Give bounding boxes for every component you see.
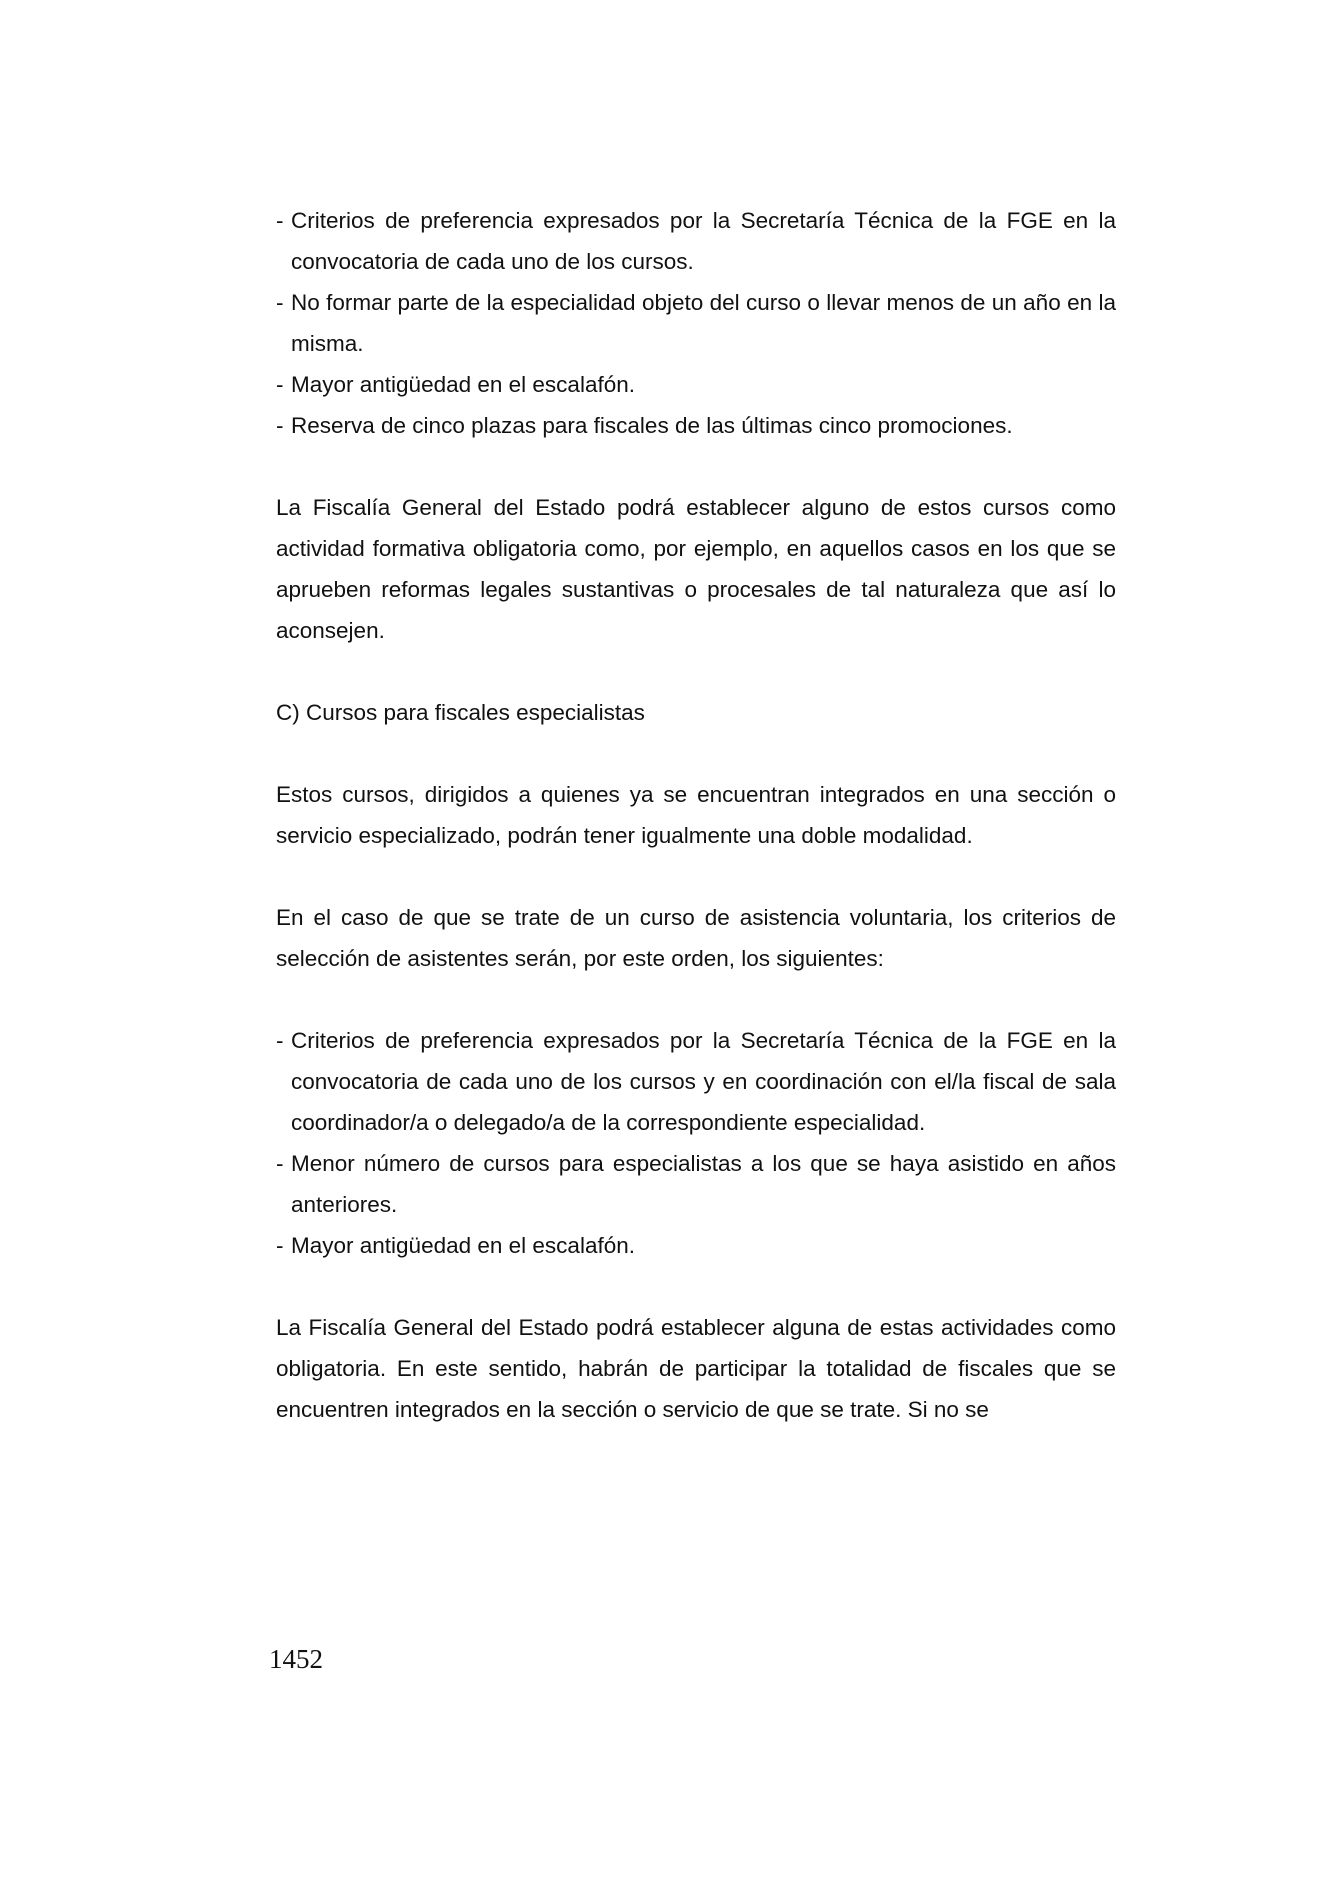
list-item <box>276 1020 1116 1143</box>
list-item-text: Menor número de cursos para especialistas a los que se haya asistido en años anteriores. <box>291 1151 1116 1217</box>
page-number: 1452 <box>269 1644 323 1674</box>
list-item <box>276 1225 1116 1266</box>
paragraph-mandatory-courses: La Fiscalía General del Estado podrá establecer alguno de estos cursos como actividad formativa obligatoria como, por ejemplo, en aquellos casos en los que se aprueben reformas legales sustantivas o procesales de tal naturaleza que así lo aconsejen. <box>276 495 1116 643</box>
list-item-text: No formar parte de la especialidad objeto del curso o llevar menos de un año en la misma. <box>291 290 1116 356</box>
paragraph-mandatory-activities: La Fiscalía General del Estado podrá establecer alguna de estas actividades como obligatoria. En este sentido, habrán de participar la totalidad de fiscales que se encuentren integrados en la sección o servicio de que se trate. Si no se <box>276 1315 1116 1422</box>
list-item-text: Reserva de cinco plazas para fiscales de las últimas cinco promociones. <box>291 413 1013 438</box>
page-body <box>276 200 1116 1430</box>
selection-criteria-list-specialists <box>276 1020 1116 1266</box>
list-dash: - <box>276 290 284 315</box>
paragraph-gap <box>276 979 1116 1020</box>
list-dash: - <box>276 1028 284 1053</box>
list-dash: - <box>276 208 284 233</box>
list-dash: - <box>276 372 284 397</box>
list-item <box>276 405 1116 446</box>
list-dash: - <box>276 413 284 438</box>
list-item <box>276 200 1116 282</box>
list-item-text: Criterios de preferencia expresados por la Secretaría Técnica de la FGE en la convocatoria de cada uno de los cursos. <box>291 208 1116 274</box>
paragraph-gap <box>276 733 1116 774</box>
list-item-text: Criterios de preferencia expresados por la Secretaría Técnica de la FGE en la convocatoria de cada uno de los cursos y en coordinación con el/la fiscal de sala coordinador/a o delegado/a de la correspondiente especialidad. <box>291 1028 1116 1135</box>
paragraph-gap <box>276 651 1116 692</box>
list-item <box>276 1143 1116 1225</box>
paragraph-voluntary-criteria: En el caso de que se trate de un curso de asistencia voluntaria, los criterios de selección de asistentes serán, por este orden, los siguientes: <box>276 905 1116 971</box>
paragraph-gap <box>276 1266 1116 1307</box>
section-heading: C) Cursos para fiscales especialistas <box>276 700 645 725</box>
paragraph-gap <box>276 856 1116 897</box>
list-item <box>276 364 1116 405</box>
paragraph-gap <box>276 446 1116 487</box>
list-dash: - <box>276 1233 284 1258</box>
list-dash: - <box>276 1151 284 1176</box>
selection-criteria-list-general <box>276 200 1116 446</box>
list-item <box>276 282 1116 364</box>
paragraph-specialist-courses: Estos cursos, dirigidos a quienes ya se encuentran integrados en una sección o servicio especializado, podrán tener igualmente una doble modalidad. <box>276 782 1116 848</box>
list-item-text: Mayor antigüedad en el escalafón. <box>291 1233 635 1258</box>
list-item-text: Mayor antigüedad en el escalafón. <box>291 372 635 397</box>
